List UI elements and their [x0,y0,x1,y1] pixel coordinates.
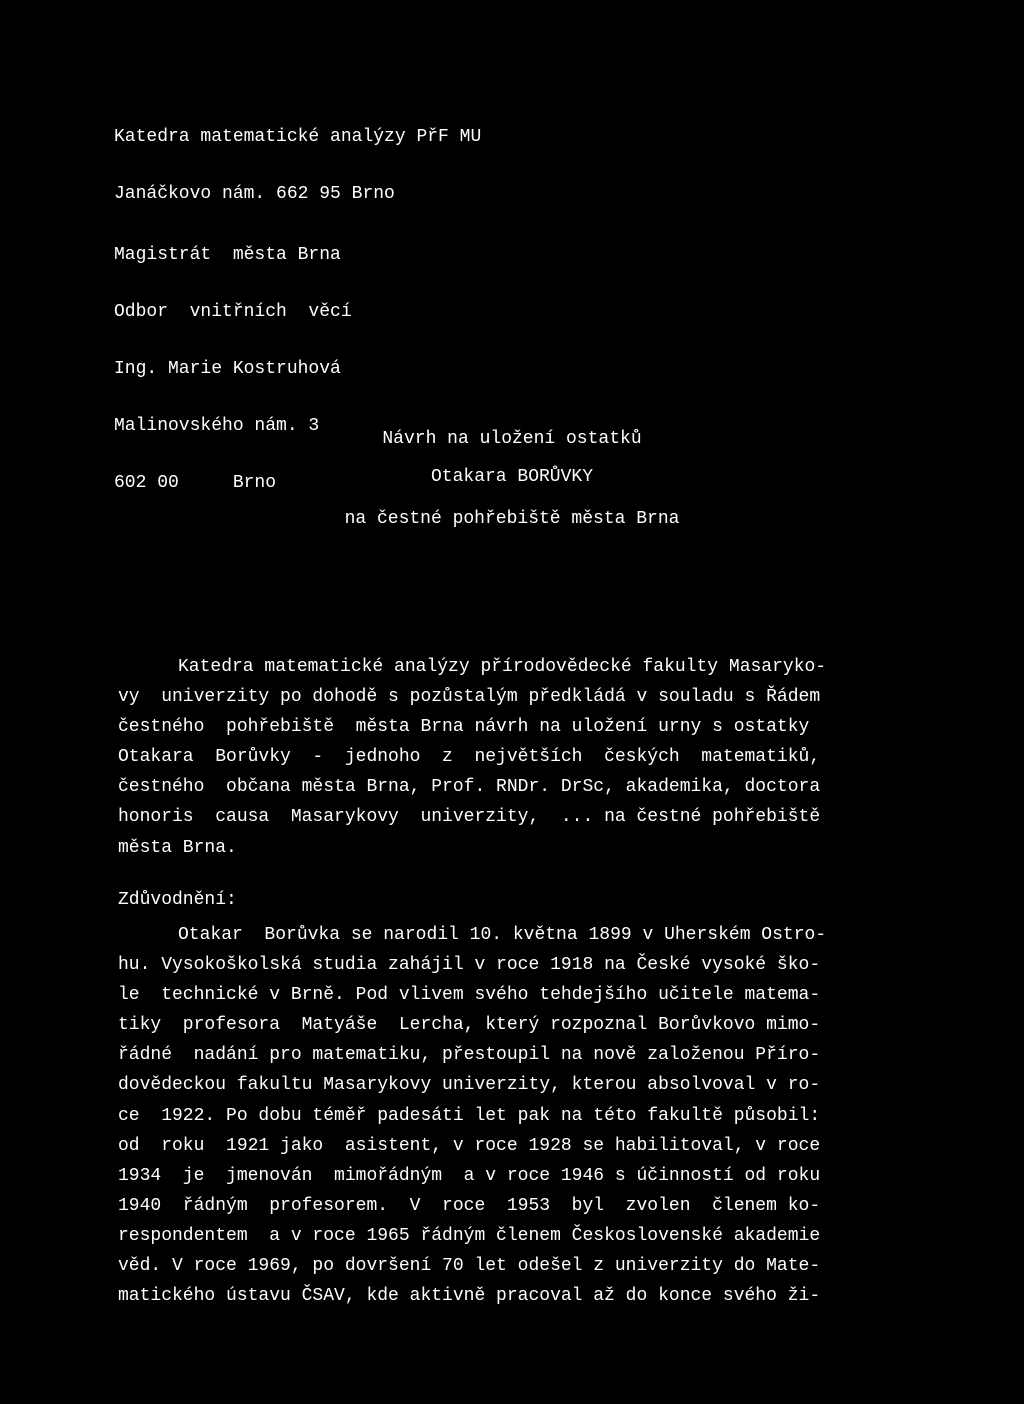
sender-line: Janáčkovo nám. 662 95 Brno [114,184,395,204]
paragraph-line: respondentem a v roce 1965 řádným členem Československé akademie [118,1225,821,1246]
recipient-line: Ing. Marie Kostruhová [114,359,341,379]
paragraph-line: čestného občana města Brna, Prof. RNDr. DrSc, akademika, doctora [118,777,821,798]
sender-line: Katedra matematické analýzy PřF MU [114,127,482,147]
paragraph-line: Otakar Borůvka se narodil 10. května 1899 v Uherském Ostro- [178,925,827,945]
paragraph-line: věd. V roce 1969, po dovršení 70 let odešel z univerzity do Mate- [118,1256,821,1277]
paragraph-line: města Brna. [118,837,237,858]
paragraph-line: tiky profesora Matyáše Lercha, který rozpoznal Borůvkovo mimo- [118,1015,821,1036]
paragraph-line: ce 1922. Po dobu téměř padesáti let pak na této fakultě působil: [118,1105,821,1126]
recipient-line: 602 00 Brno [114,473,277,493]
paragraph-line: Otakara Borůvky - jednoho z největších českých matematiků, [118,747,821,768]
paragraph-line: čestného pohřebiště města Brna návrh na uložení urny s ostatky [118,717,810,738]
paragraph-line: řádné nadání pro matematiku, přestoupil na nově založenou Příro- [118,1045,821,1066]
paragraph-line: honoris causa Masarykovy univerzity, ... na čestné pohřebiště [118,807,821,828]
recipient-line: Odbor vnitřních věcí [114,302,352,322]
paragraph-line: dovědeckou fakultu Masarykovy univerzity, kterou absolvoval v ro- [118,1075,821,1096]
justification-heading: Zdůvodnění: [118,890,237,910]
paragraph-line: 1940 řádným profesorem. V roce 1953 byl zvolen členem ko- [118,1195,821,1216]
document-title-name: Otakara BORŮVKY [430,467,594,487]
recipient-line: Magistrát města Brna [114,245,341,265]
justification-paragraph [118,920,898,1311]
paragraph-line: matického ústavu ČSAV, kde aktivně pracoval až do konce svého ži- [118,1286,821,1307]
paragraph-line: le technické v Brně. Pod vlivem svého tehdejšího učitele matema- [118,985,821,1006]
paragraph-line: hu. Vysokoškolská studia zahájil v roce 1918 na České vysoké ško- [118,955,821,976]
recipient-line: Malinovského nám. 3 [114,416,320,436]
intro-paragraph [118,652,898,863]
paragraph-line: od roku 1921 jako asistent, v roce 1928 se habilitoval, v roce [118,1135,821,1156]
document-title: Návrh na uložení ostatků [382,429,642,449]
paragraph-line: 1934 je jmenován mimořádným a v roce 1946 s účinností od roku [118,1165,821,1186]
paragraph-line: Katedra matematické analýzy přírodovědecké fakulty Masaryko- [178,657,827,677]
paragraph-line: vy univerzity po dohodě s pozůstalým předkládá v souladu s Řádem [118,687,821,708]
document-title-subject: na čestné pohřebiště města Brna [344,509,680,529]
